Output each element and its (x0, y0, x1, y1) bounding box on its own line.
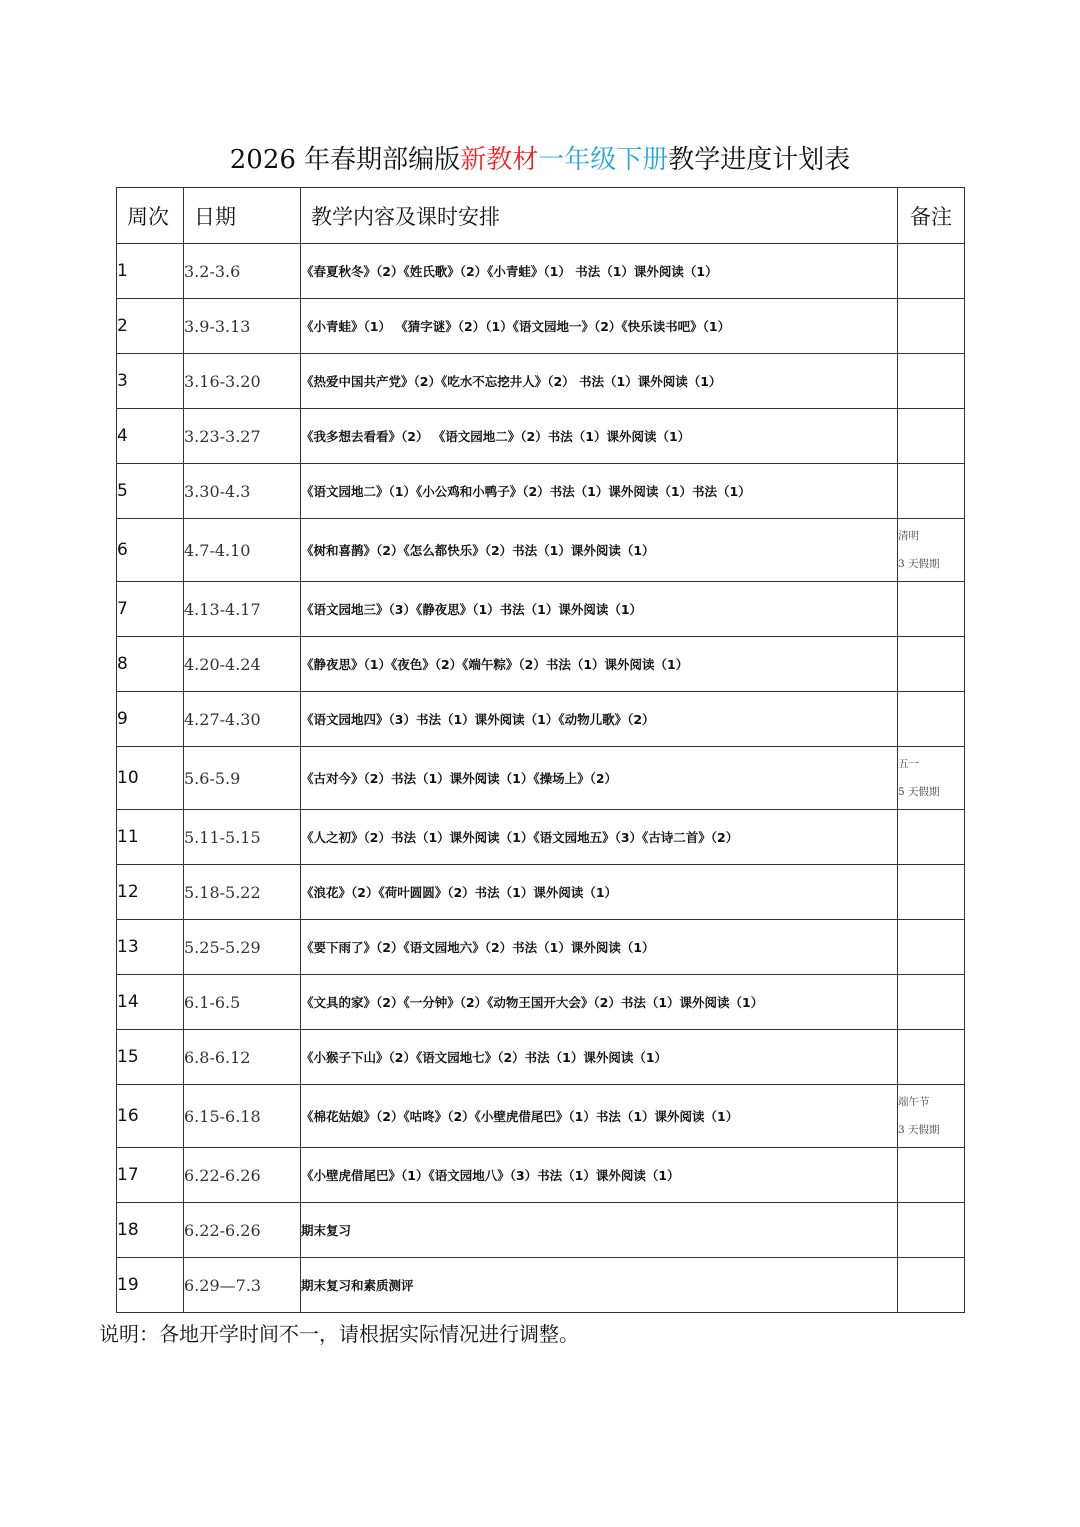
content-cell: 《语文园地四》（3）书法（1）课外阅读（1）《动物儿歌》（2） (301, 692, 898, 747)
content-cell: 《语文园地三》（3）《静夜思》（1）书法（1）课外阅读（1） (301, 582, 898, 637)
note-cell (898, 1030, 965, 1085)
date-cell: 3.16-3.20 (184, 354, 301, 409)
note-cell (898, 692, 965, 747)
note-cell (898, 354, 965, 409)
table-row (117, 975, 965, 1030)
note-cell (898, 1148, 965, 1203)
note-cell (898, 582, 965, 637)
content-cell: 《静夜思》（1）《夜色》（2）《端午粽》（2）书法（1）课外阅读（1） (301, 637, 898, 692)
table-row (117, 582, 965, 637)
table-header-row (117, 188, 965, 244)
note-line-2: 3 天假期 (898, 558, 940, 570)
date-cell: 6.22-6.26 (184, 1148, 301, 1203)
date-cell: 3.23-3.27 (184, 409, 301, 464)
content-cell: 《我多想去看看》（2） 《语文园地二》（2）书法（1）课外阅读（1） (301, 409, 898, 464)
header-note: 备注 (898, 188, 965, 244)
note-line-2: 5 天假期 (898, 786, 940, 798)
page-title (0, 140, 1080, 180)
table-row (117, 244, 965, 299)
table-row (117, 810, 965, 865)
content-cell: 《春夏秋冬》（2）《姓氏歌》（2）《小青蛙》（1） 书法（1）课外阅读（1） (301, 244, 898, 299)
date-cell: 5.25-5.29 (184, 920, 301, 975)
date-cell: 5.18-5.22 (184, 865, 301, 920)
content-cell: 《树和喜鹊》（2）《怎么都快乐》（2）书法（1）课外阅读（1） (301, 519, 898, 582)
footnote: 说明：各地开学时间不一，请根据实际情况进行调整。 (99, 1322, 579, 1346)
note-cell (898, 920, 965, 975)
week-cell: 10 (117, 747, 184, 810)
note-cell (898, 1203, 965, 1258)
note-cell (898, 299, 965, 354)
content-cell: 《浪花》（2）《荷叶圆圆》（2）书法（1）课外阅读（1） (301, 865, 898, 920)
week-cell: 15 (117, 1030, 184, 1085)
week-cell: 9 (117, 692, 184, 747)
date-cell: 3.9-3.13 (184, 299, 301, 354)
table-row (117, 464, 965, 519)
content-cell: 《要下雨了》（2）《语文园地六》（2）书法（1）课外阅读（1） (301, 920, 898, 975)
week-cell: 8 (117, 637, 184, 692)
week-cell: 6 (117, 519, 184, 582)
date-cell: 6.8-6.12 (184, 1030, 301, 1085)
date-cell: 6.1-6.5 (184, 975, 301, 1030)
week-cell: 16 (117, 1085, 184, 1148)
title-part-3: 一年级下册 (538, 145, 669, 175)
week-cell: 12 (117, 865, 184, 920)
week-cell: 7 (117, 582, 184, 637)
schedule-table (116, 187, 965, 1313)
note-line-1: 端午节 (898, 1096, 930, 1108)
date-cell: 4.7-4.10 (184, 519, 301, 582)
content-cell: 《小壁虎借尾巴》（1）《语文园地八》（3）书法（1）课外阅读（1） (301, 1148, 898, 1203)
table-row (117, 519, 965, 582)
table-row (117, 692, 965, 747)
date-cell: 5.6-5.9 (184, 747, 301, 810)
week-cell: 3 (117, 354, 184, 409)
note-line-1: 五一 (898, 758, 919, 770)
content-cell: 《人之初》（2）书法（1）课外阅读（1）《语文园地五》（3）《古诗二首》（2） (301, 810, 898, 865)
date-cell: 6.29—7.3 (184, 1258, 301, 1313)
week-cell: 1 (117, 244, 184, 299)
table-row (117, 1085, 965, 1148)
week-cell: 18 (117, 1203, 184, 1258)
table-row (117, 1258, 965, 1313)
header-date: 日期 (184, 188, 301, 244)
note-cell (898, 244, 965, 299)
note-line-1: 清明 (898, 530, 919, 542)
week-cell: 14 (117, 975, 184, 1030)
content-cell: 《热爱中国共产党》（2）《吃水不忘挖井人》（2） 书法（1）课外阅读（1） (301, 354, 898, 409)
week-cell: 11 (117, 810, 184, 865)
table-row (117, 747, 965, 810)
table-row (117, 637, 965, 692)
date-cell: 6.15-6.18 (184, 1085, 301, 1148)
week-cell: 19 (117, 1258, 184, 1313)
note-cell (898, 519, 965, 582)
table-row (117, 1148, 965, 1203)
date-cell: 4.20-4.24 (184, 637, 301, 692)
date-cell: 5.11-5.15 (184, 810, 301, 865)
title-part-1: 2026 年春期部编版 (229, 145, 461, 175)
content-cell: 《小青蛙》（1） 《猜字谜》（2）（1）《语文园地一》（2）《快乐读书吧》（1） (301, 299, 898, 354)
note-cell (898, 637, 965, 692)
week-cell: 17 (117, 1148, 184, 1203)
date-cell: 3.2-3.6 (184, 244, 301, 299)
note-cell (898, 1258, 965, 1313)
note-cell (898, 810, 965, 865)
date-cell: 6.22-6.26 (184, 1203, 301, 1258)
title-part-2: 新教材 (460, 145, 539, 175)
table-row (117, 299, 965, 354)
content-cell: 《文具的家》（2）《一分钟》（2）《动物王国开大会》（2）书法（1）课外阅读（1） (301, 975, 898, 1030)
table-row (117, 865, 965, 920)
table-row (117, 1203, 965, 1258)
header-content: 教学内容及课时安排 (301, 188, 898, 244)
content-cell: 《语文园地二》（1）《小公鸡和小鸭子》（2）书法（1）课外阅读（1）书法（1） (301, 464, 898, 519)
date-cell: 3.30-4.3 (184, 464, 301, 519)
table-row (117, 1030, 965, 1085)
table-row (117, 354, 965, 409)
week-cell: 13 (117, 920, 184, 975)
content-cell: 期末复习 (301, 1203, 898, 1258)
content-cell: 《小猴子下山》（2）《语文园地七》（2）书法（1）课外阅读（1） (301, 1030, 898, 1085)
table-row (117, 409, 965, 464)
note-cell (898, 1085, 965, 1148)
content-cell: 《古对今》（2）书法（1）课外阅读（1）《操场上》（2） (301, 747, 898, 810)
header-week: 周次 (117, 188, 184, 244)
date-cell: 4.13-4.17 (184, 582, 301, 637)
table-row (117, 920, 965, 975)
note-cell (898, 975, 965, 1030)
content-cell: 《棉花姑娘》（2）《咕咚》（2）《小壁虎借尾巴》（1）书法（1）课外阅读（1） (301, 1085, 898, 1148)
note-cell (898, 464, 965, 519)
title-part-4: 教学进度计划表 (668, 145, 851, 175)
week-cell: 2 (117, 299, 184, 354)
week-cell: 5 (117, 464, 184, 519)
week-cell: 4 (117, 409, 184, 464)
note-cell (898, 865, 965, 920)
date-cell: 4.27-4.30 (184, 692, 301, 747)
content-cell: 期末复习和素质测评 (301, 1258, 898, 1313)
note-cell (898, 409, 965, 464)
note-line-2: 3 天假期 (898, 1124, 940, 1136)
note-cell (898, 747, 965, 810)
